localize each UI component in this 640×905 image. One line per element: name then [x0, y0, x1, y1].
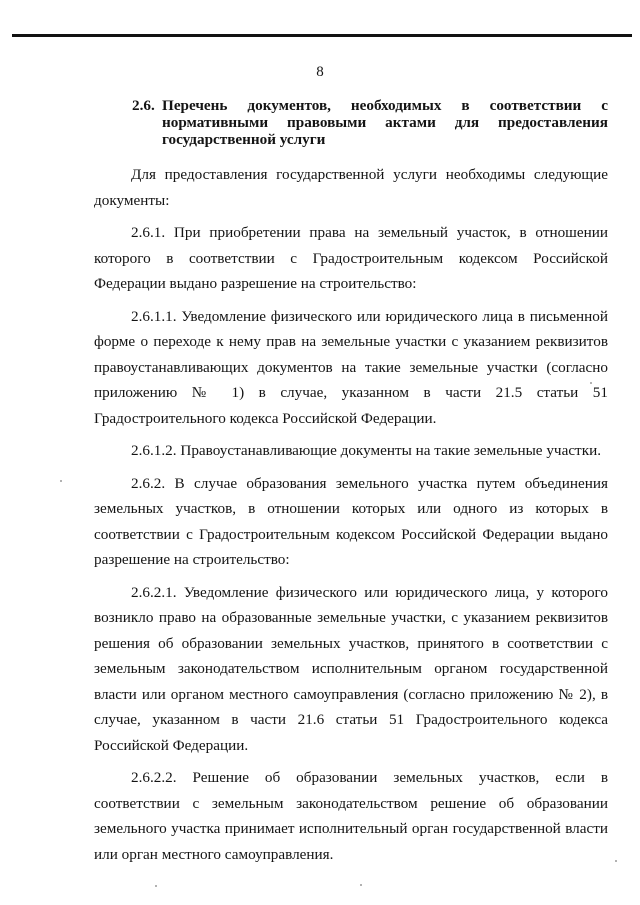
- scan-speck: [590, 382, 592, 384]
- page-number: 8: [316, 64, 324, 80]
- scan-speck: [360, 884, 362, 886]
- scan-speck: [155, 885, 157, 887]
- paragraph-2-6-1-1: 2.6.1.1. Уведомление физического или юридического лица в письменной форме о переходе к нему прав на земельные участки с указанием реквизитов правоустанавливающих документов на такие земельные участки (согласно приложению № 1) в случае, указанном в части 21.5 статьи 51 Градостроительного кодекса Российской Федерации.: [94, 307, 608, 427]
- paragraph-2-6-2: 2.6.2. В случае образования земельного участка путем объединения земельных участков, в отношении которых или одного из которых в соответствии с Градостроительным кодексом Российской Федерации выдано разрешение на строительство:: [94, 474, 608, 568]
- paragraph-intro: Для предоставления государственной услуги необходимы следующие документы:: [94, 166, 608, 209]
- section-number: 2.6.: [132, 97, 155, 114]
- scan-speck: [615, 860, 617, 862]
- paragraph-2-6-1: 2.6.1. При приобретении права на земельный участок, в отношении которого в соответствии с Градостроительным кодексом Российской Федерации выдано разрешение на строительство:: [94, 224, 608, 292]
- section-heading: [132, 97, 608, 148]
- document-body: [94, 162, 608, 874]
- paragraph-2-6-1-2: 2.6.1.2. Правоустанавливающие документы на такие земельные участки.: [131, 442, 601, 459]
- page-top-border: [12, 34, 632, 37]
- scan-speck: [60, 480, 62, 482]
- paragraph-2-6-2-1: 2.6.2.1. Уведомление физического или юридического лица, у которого возникло право на образованные земельные участки, с указанием реквизитов решения об образовании земельных участков, принятого в соответствии с земельным законодательством исполнительным органом государственной власти или органом местного самоуправления (согласно приложению № 2), в случае, указанном в части 21.6 статьи 51 Градостроительного кодекса Российской Федерации.: [94, 583, 608, 754]
- paragraph-2-6-2-2: 2.6.2.2. Решение об образовании земельных участков, если в соответствии с земельным законодательством решение об образовании земельного участка принимает исполнительный орган государственной власти или орган местного самоуправления.: [94, 769, 608, 863]
- section-title: Перечень документов, необходимых в соответствии с нормативными правовыми актами для предоставления государственной услуги: [162, 97, 608, 148]
